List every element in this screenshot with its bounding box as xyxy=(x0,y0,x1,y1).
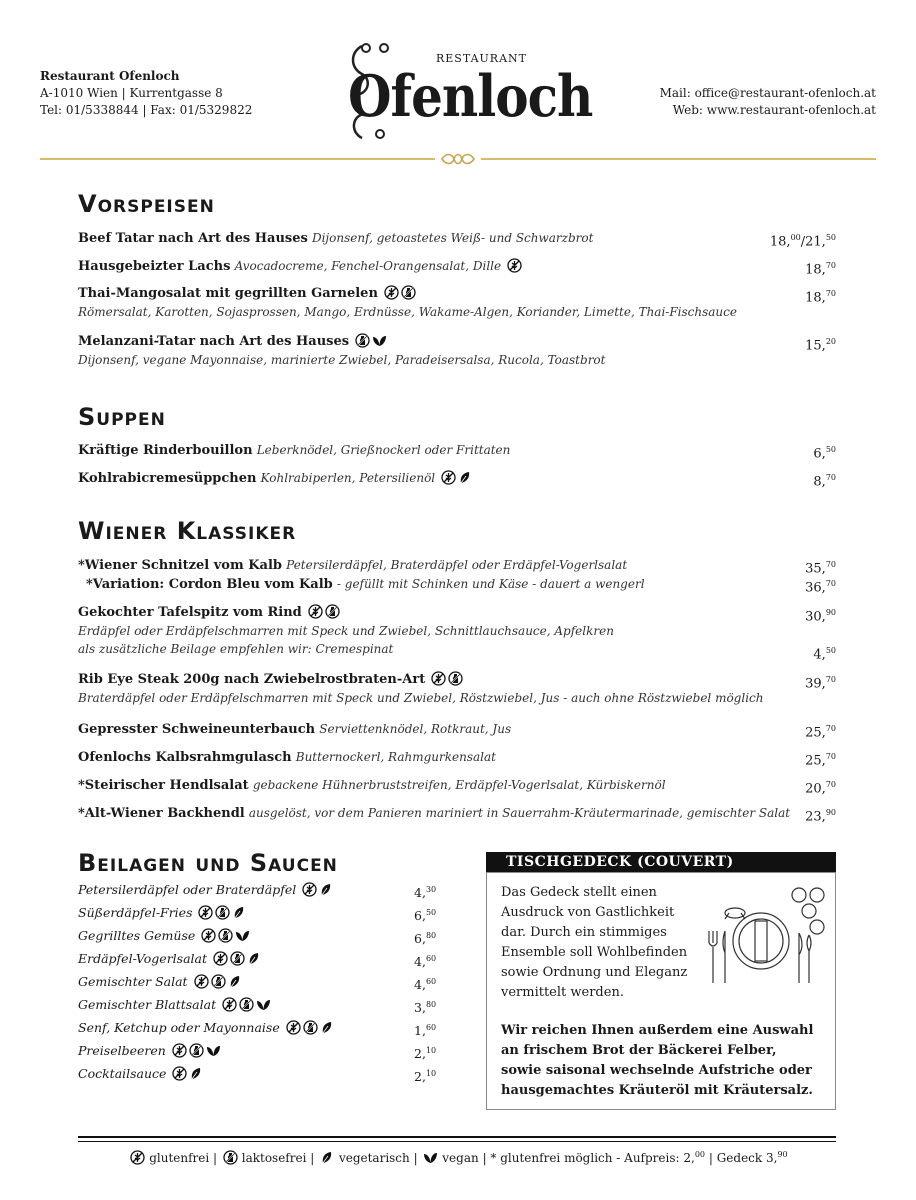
menu-item xyxy=(78,575,836,594)
menu-item xyxy=(78,776,836,795)
couvert-title: TISCHGEDECK (COUVERT) xyxy=(486,852,836,872)
item-name: *Steirischer Hendlsalat xyxy=(78,778,249,793)
legend-gedeck: | Gedeck 3,90 xyxy=(708,1150,788,1165)
gluten-free-icon xyxy=(441,470,456,485)
section-title-suppen: Suppen xyxy=(78,403,166,431)
side-price: 4,60 xyxy=(414,954,437,970)
vegetarian-icon xyxy=(232,905,247,920)
legend-vegetarian: vegetarisch | xyxy=(338,1151,418,1165)
gold-ornament-icon xyxy=(438,152,478,166)
mail: Mail: office@restaurant-ofenloch.at xyxy=(659,86,876,100)
side-name: Gegrilltes Gemüse xyxy=(78,928,196,943)
vegetarian-icon xyxy=(320,1020,335,1035)
item-price: 18,70 xyxy=(805,261,836,278)
item-price: 23,90 xyxy=(805,808,836,825)
item-name: Hausgebeizter Lachs xyxy=(78,259,231,274)
item-price: 20,70 xyxy=(805,780,836,797)
side-item xyxy=(78,971,438,993)
gluten-free-icon xyxy=(130,1150,145,1165)
table-setting-icon xyxy=(699,883,829,993)
vegan-icon xyxy=(372,333,387,348)
legend xyxy=(0,1150,916,1165)
menu-item xyxy=(78,804,836,823)
gold-divider-right xyxy=(481,158,876,160)
gluten-free-icon xyxy=(507,258,522,273)
menu-item xyxy=(78,285,836,321)
side-name: Süßerdäpfel-Fries xyxy=(78,905,193,920)
menu-item xyxy=(78,556,836,575)
gluten-free-icon xyxy=(213,951,228,966)
menu-item xyxy=(78,671,836,707)
item-desc: ausgelöst, vor dem Panieren mariniert in Sauerrahm-Kräutermarinade, gemischter Salat xyxy=(248,806,791,820)
lactose-free-icon xyxy=(239,997,254,1012)
section-title-beilagen: Beilagen und Saucen xyxy=(78,849,338,877)
couvert-text: Das Gedeck stellt einen Ausdruck von Gastlichkeit dar. Durch ein stimmiges Ensemble soll Wohlbefinden sowie Ordnung und Eleganz vermittelt werden. xyxy=(501,885,688,1000)
item-desc: Dijonsenf, vegane Mayonnaise, marinierte Zwiebel, Paradeisersalsa, Rucola, Toastbrot xyxy=(78,353,606,367)
item-price: 25,70 xyxy=(805,752,836,769)
lactose-free-icon xyxy=(215,905,230,920)
vegetarian-icon xyxy=(458,470,473,485)
item-name: Beef Tatar nach Art des Hauses xyxy=(78,231,308,246)
lactose-free-icon xyxy=(211,974,226,989)
menu-item xyxy=(78,333,836,369)
side-item xyxy=(78,1040,438,1062)
item-desc: Petersilerdäpfel, Braterdäpfel oder Erdäpfel-Vogerlsalat xyxy=(286,558,628,572)
item-name: Thai-Mangosalat mit gegrillten Garnelen xyxy=(78,286,378,301)
item-desc: gebackene Hühnerbruststreifen, Erdäpfel-Vogerlsalat, Kürbiskernöl xyxy=(252,778,666,792)
address-block xyxy=(40,68,252,119)
side-item xyxy=(78,1017,438,1039)
item-price: 36,70 xyxy=(805,579,836,596)
side-name: Preiselbeeren xyxy=(78,1043,166,1058)
side-name: Cocktailsauce xyxy=(78,1066,167,1081)
legend-vegan: vegan xyxy=(442,1151,479,1165)
lactose-free-icon xyxy=(401,285,416,300)
menu-item xyxy=(78,748,836,767)
lactose-free-icon xyxy=(218,928,233,943)
vegan-icon xyxy=(256,997,271,1012)
side-item xyxy=(78,994,438,1016)
gluten-free-icon xyxy=(384,285,399,300)
menu-item xyxy=(78,469,836,488)
section-title-wiener-klassiker: Wiener Klassiker xyxy=(78,517,297,545)
web: Web: www.restaurant-ofenloch.at xyxy=(672,103,876,117)
item-price: 25,70 xyxy=(805,724,836,741)
gluten-free-icon xyxy=(194,974,209,989)
lactose-free-icon xyxy=(355,333,370,348)
item-desc: Butternockerl, Rahmgurkensalat xyxy=(295,750,496,764)
section-title-vorspeisen: Vorspeisen xyxy=(78,190,215,218)
vegetarian-icon xyxy=(320,1150,335,1165)
side-name: Petersilerdäpfel oder Braterdäpfel xyxy=(78,882,297,897)
side-name: Senf, Ketchup oder Mayonnaise xyxy=(78,1020,280,1035)
restaurant-name: Restaurant Ofenloch xyxy=(40,69,180,83)
side-price: 6,80 xyxy=(414,931,437,947)
item-price: 15,20 xyxy=(805,337,836,354)
side-price: 3,80 xyxy=(414,1000,437,1016)
lactose-free-icon xyxy=(325,604,340,619)
item-price: 30,90 xyxy=(805,608,836,625)
item-price: 18,00/21,50 xyxy=(769,233,836,250)
gluten-free-icon xyxy=(431,671,446,686)
item-desc: Dijonsenf, getoastetes Weiß- und Schwarzbrot xyxy=(311,231,594,245)
item-name: Ofenlochs Kalbsrahmgulasch xyxy=(78,750,292,765)
item-desc: Römersalat, Karotten, Sojasprossen, Mango, Erdnüsse, Wakame-Algen, Koriander, Limette, Thai-Fischsauce xyxy=(78,305,737,319)
item-name: Kräftige Rinderbouillon xyxy=(78,443,253,458)
side-price: 4,60 xyxy=(414,977,437,993)
side-price: 2,10 xyxy=(414,1046,437,1062)
menu-item xyxy=(78,441,836,460)
gluten-free-icon xyxy=(286,1020,301,1035)
lactose-free-icon xyxy=(230,951,245,966)
side-name: Erdäpfel-Vogerlsalat xyxy=(78,951,208,966)
gluten-free-icon xyxy=(172,1066,187,1081)
item-price: 39,70 xyxy=(805,675,836,692)
menu-item xyxy=(78,229,836,248)
menu-item xyxy=(78,720,836,739)
item-extra: als zusätzliche Beilage empfehlen wir: Cremespinat xyxy=(78,642,394,656)
footer-divider xyxy=(78,1136,836,1138)
side-item xyxy=(78,1063,438,1085)
legend-surcharge: | * glutenfrei möglich - Aufpreis: 2,00 xyxy=(482,1150,706,1165)
header xyxy=(0,0,916,170)
vegetarian-icon xyxy=(247,951,262,966)
lactose-free-icon xyxy=(448,671,463,686)
item-desc: Avocadocreme, Fenchel-Orangensalat, Dille xyxy=(234,259,502,273)
lactose-free-icon xyxy=(223,1150,238,1165)
gluten-free-icon xyxy=(308,604,323,619)
item-price: 8,70 xyxy=(813,473,836,490)
item-desc: Serviettenknödel, Rotkraut, Jus xyxy=(319,722,512,736)
gluten-free-icon xyxy=(222,997,237,1012)
vegan-icon xyxy=(206,1043,221,1058)
gluten-free-icon xyxy=(201,928,216,943)
couvert-bread-text: Wir reichen Ihnen außerdem eine Auswahl an frischem Brot der Bäckerei Felber, sowie saisonal wechselnde Aufstriche oder hausgemachtes Kräuteröl mit Kräutersalz. xyxy=(501,1023,814,1098)
logo xyxy=(340,38,593,143)
side-name: Gemischter Blattsalat xyxy=(78,997,217,1012)
item-desc: - gefüllt mit Schinken und Käse - dauert a wengerl xyxy=(336,577,645,591)
side-name: Gemischter Salat xyxy=(78,974,188,989)
gold-divider-left xyxy=(40,158,435,160)
logo-big-text: Ofenloch xyxy=(348,62,593,130)
gluten-free-icon xyxy=(198,905,213,920)
side-item xyxy=(78,925,438,947)
couvert-box xyxy=(486,872,836,1110)
logo-small-text: RESTAURANT xyxy=(436,52,527,65)
item-name: Kohlrabicremesüppchen xyxy=(78,471,257,486)
phone-fax: Tel: 01/5338844 | Fax: 01/5329822 xyxy=(40,103,253,117)
menu-item xyxy=(78,257,836,276)
item-name: Gekochter Tafelspitz vom Rind xyxy=(78,605,302,620)
item-extra-price: 4,50 xyxy=(813,646,836,663)
gluten-free-icon xyxy=(172,1043,187,1058)
legend-lactose: laktosefrei | xyxy=(241,1151,315,1165)
item-name: *Alt-Wiener Backhendl xyxy=(78,806,245,821)
vegan-icon xyxy=(423,1150,438,1165)
item-price: 35,70 xyxy=(805,560,836,577)
side-item xyxy=(78,879,438,901)
item-desc: Erdäpfel oder Erdäpfelschmarren mit Speck und Zwiebel, Schnittlauchsauce, Apfelkren xyxy=(78,624,614,638)
vegetarian-icon xyxy=(189,1066,204,1081)
side-item xyxy=(78,902,438,924)
gluten-free-icon xyxy=(302,882,317,897)
item-name: *Wiener Schnitzel vom Kalb xyxy=(78,558,283,573)
address: A-1010 Wien | Kurrentgasse 8 xyxy=(40,86,223,100)
item-desc: Leberknödel, Grießnockerl oder Frittaten xyxy=(256,443,511,457)
legend-gluten: glutenfrei | xyxy=(149,1151,218,1165)
vegan-icon xyxy=(235,928,250,943)
contact-block xyxy=(660,85,876,119)
side-price: 2,10 xyxy=(414,1069,437,1085)
lactose-free-icon xyxy=(189,1043,204,1058)
lactose-free-icon xyxy=(303,1020,318,1035)
item-desc: Kohlrabiperlen, Petersilienöl xyxy=(260,471,436,485)
item-name: Melanzani-Tatar nach Art des Hauses xyxy=(78,334,350,349)
vegetarian-icon xyxy=(228,974,243,989)
menu-item xyxy=(78,604,836,663)
vegetarian-icon xyxy=(319,882,334,897)
side-price: 6,50 xyxy=(414,908,437,924)
item-desc: Braterdäpfel oder Erdäpfelschmarren mit Speck und Zwiebel, Röstzwiebel, Jus - auch ohne Röstzwiebel möglich xyxy=(78,691,764,705)
item-name: *Variation: Cordon Bleu vom Kalb xyxy=(86,577,333,592)
side-item xyxy=(78,948,438,970)
item-price: 18,70 xyxy=(805,289,836,306)
item-price: 6,50 xyxy=(813,445,836,462)
item-name: Gepresster Schweineunterbauch xyxy=(78,722,316,737)
side-price: 4,30 xyxy=(414,885,437,901)
item-name: Rib Eye Steak 200g nach Zwiebelrostbraten-Art xyxy=(78,672,426,687)
side-price: 1,60 xyxy=(414,1023,437,1039)
footer-divider-thin xyxy=(78,1141,836,1142)
